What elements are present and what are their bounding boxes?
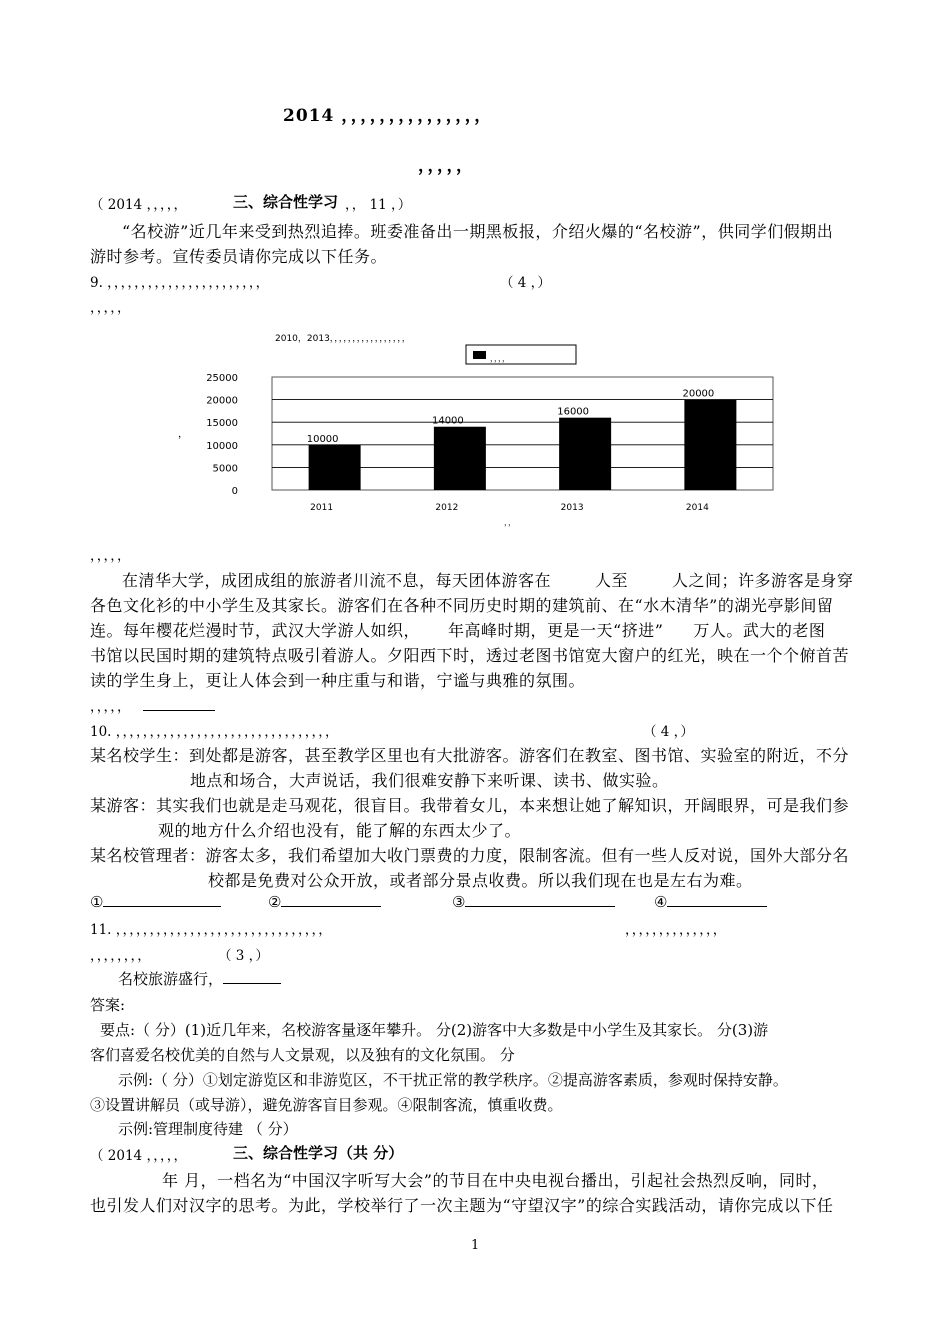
- chart-data-label: 14000: [431, 415, 464, 427]
- page-subtitle: ，，，，，: [418, 156, 474, 176]
- answer-blank-2[interactable]: ②: [268, 892, 381, 911]
- question-10: 10. ，，，，，，，，，，，，，，，，，，，，，，，，，，，，，，，，: [90, 724, 339, 740]
- answer-line-1: 要点:（ 分）(1)近几年来，名校游客量逐年攀升。 分(2)游客中大多数是中小学生及其家长。 分(3)游: [100, 1021, 769, 1039]
- chart-x-tick-label: 2012: [435, 503, 459, 513]
- student-label: 某名校学生：: [90, 746, 190, 765]
- section2-line-2: 也引发人们对汉字的思考。为此，学校举行了一次主题为“守望汉字”的综合实践活动，请你完成以下任: [90, 1196, 834, 1215]
- student-line-2: 地点和场合，大声说话，我们很难安静下来听课、读书、做实验。: [190, 771, 669, 790]
- chart-bar: [434, 427, 486, 490]
- chart-y-axis-label: ，: [178, 429, 188, 440]
- chart-y-tick-label: 0: [231, 486, 238, 497]
- student-opinion: [90, 743, 849, 766]
- material-2-line-2: 各色文化衫的中小学生及其家长。游客们在各种不同历史时期的建筑前、在“水木清华”的湖光亭影间留: [90, 596, 834, 615]
- page-title: 2014 ，，，，，，，，，，，，，，，: [283, 106, 493, 126]
- manager-line-1: 游客太多，我们希望加大收门票费的力度，限制客流。但有一些人反对说，国外大部分名: [205, 846, 850, 865]
- material-2-line-4: 书馆以民国时期的建筑特点吸引着游人。夕阳西下时，透过老图书馆宽大窗户的红光，映在一个个俯首苦: [90, 646, 850, 665]
- answer-line-3: 示例:（ 分）①划定游览区和非游览区，不干扰正常的教学秩序。②提高游客素质，参观时保持安静。: [118, 1071, 788, 1089]
- question-9-score: （ 4 ，）: [500, 275, 551, 291]
- tourist-line-2: 观的地方什么介绍也没有，能了解的东西太少了。: [158, 821, 522, 840]
- chart-bar: [684, 400, 736, 490]
- answer-line-4: ③设置讲解员（或导游），避免游客盲目参观。④限制客流，慎重收费。: [90, 1096, 563, 1114]
- chart-y-tick-label: 20000: [206, 395, 238, 407]
- chart-x-tick-label: 2013: [560, 503, 584, 513]
- section2-line-1: 年 月，一档名为“中国汉字听写大会”的节目在中央电视台播出，引起社会热烈反响，同时，: [162, 1171, 829, 1190]
- answer-blank-1[interactable]: ①: [90, 892, 221, 911]
- material-1-label: ，，，，，: [90, 300, 131, 316]
- m2-line1-part2: 人至: [595, 571, 629, 590]
- answer-blank-3[interactable]: ③: [452, 892, 615, 911]
- chart-bar: [559, 418, 611, 490]
- material-2-line-1: [122, 568, 854, 591]
- m2-line3-part3: 万人。武大的老图: [693, 621, 826, 640]
- manager-opinion: [90, 843, 849, 866]
- section2-prefix: （ 2014 ，，，，，: [90, 1148, 187, 1164]
- tourist-label: 某游客：: [90, 796, 157, 815]
- chart-y-tick-label: 10000: [206, 440, 238, 452]
- manager-label: 某名校管理者：: [90, 846, 206, 865]
- student-line-1: 到处都是游客，甚至教学区里也有大批游客。游客们在教室、图书馆、实验室的附近，不分: [189, 746, 850, 765]
- chart-title: 2010，2013，，，，，，，，，，，，，，，，，: [275, 334, 411, 344]
- chart-data-label: 20000: [682, 388, 715, 400]
- visitor-bar-chart: [170, 322, 790, 532]
- chart-x-tick-label: 2011: [310, 503, 334, 513]
- question-10-score: （ 4 ，）: [643, 724, 694, 740]
- question-11-line-2: ，，，，，，，，: [90, 948, 151, 964]
- tourist-line-1: 其实我们也就是走马观花，很盲目。我带着女儿，本来想让她了解知识，开阔眼界，可是我们参: [156, 796, 850, 815]
- intro-line-2: 游时参考。宣传委员请你完成以下任务。: [90, 247, 388, 266]
- answer-blank-4[interactable]: ④: [654, 892, 767, 911]
- m2-line1-part3: 人之间；许多游客是身穿: [672, 571, 854, 590]
- m2-line1-part1: 在清华大学，成团成组的旅游者川流不息，每天团体游客在: [122, 571, 552, 590]
- material-2-line-5: 读的学生身上，更让人体会到一种庄重与和谐，宁谧与典雅的氛围。: [90, 671, 586, 690]
- q11-blank[interactable]: [223, 969, 281, 984]
- chart-legend-swatch: [473, 351, 486, 359]
- chart-data-label: 10000: [306, 433, 339, 445]
- question-11-tail: ，，，，，，，，，，，，，，: [625, 922, 727, 938]
- section1-prefix: （ 2014 ，，，，，: [90, 197, 187, 213]
- chart-y-tick-label: 25000: [206, 373, 238, 384]
- section1-score: ，， 11 ，）: [345, 197, 412, 213]
- chart-x-axis-label: ，，: [504, 518, 516, 527]
- question-9: 9. ，，，，，，，，，，，，，，，，，，，，，，，: [90, 275, 270, 291]
- answer-line-5: 示例:管理制度待建 （ 分）: [118, 1120, 298, 1138]
- material-2-label: ，，，，，: [90, 548, 131, 564]
- section1-heading: 三、综合性学习: [233, 193, 339, 211]
- conclusion-blank[interactable]: [143, 696, 215, 711]
- page-number: 1: [471, 1238, 480, 1253]
- intro-line-1: “名校游”近几年来受到热烈追捧。班委准备出一期黑板报，介绍火爆的“名校游”，供同学们假期出: [122, 222, 834, 241]
- chart-legend-label: ，，，，: [490, 354, 510, 363]
- chart-y-tick-label: 5000: [212, 463, 238, 475]
- question-11-score: （ 3 ，）: [218, 948, 269, 964]
- chart-data-label: 16000: [557, 406, 590, 418]
- m2-line3-part2: 年高峰时期，更是一天“挤进”: [448, 621, 664, 640]
- section2-heading: 三、综合性学习（共 分）: [233, 1144, 404, 1162]
- conclusion-label: ，，，，，: [90, 695, 215, 715]
- chart-x-tick-label: 2014: [685, 503, 709, 513]
- manager-line-2: 校都是免费对公众开放，或者部分景点收费。所以我们现在也是左右为难。: [208, 871, 753, 890]
- m2-line3-part1: 连。每年樱花烂漫时节，武汉大学游人如织，: [90, 621, 421, 640]
- tourist-opinion: [90, 793, 849, 816]
- question-11-stem: 名校旅游盛行，: [118, 968, 281, 989]
- answer-label: 答案:: [90, 996, 126, 1014]
- chart-bar: [309, 445, 361, 490]
- chart-y-tick-label: 15000: [206, 418, 238, 430]
- answer-line-2: 客们喜爱名校优美的自然与人文景观，以及独有的文化氛围。 分: [90, 1046, 515, 1064]
- question-11: 11. ，，，，，，，，，，，，，，，，，，，，，，，，，，，，，，，: [90, 922, 332, 938]
- material-2-line-3: [90, 618, 825, 641]
